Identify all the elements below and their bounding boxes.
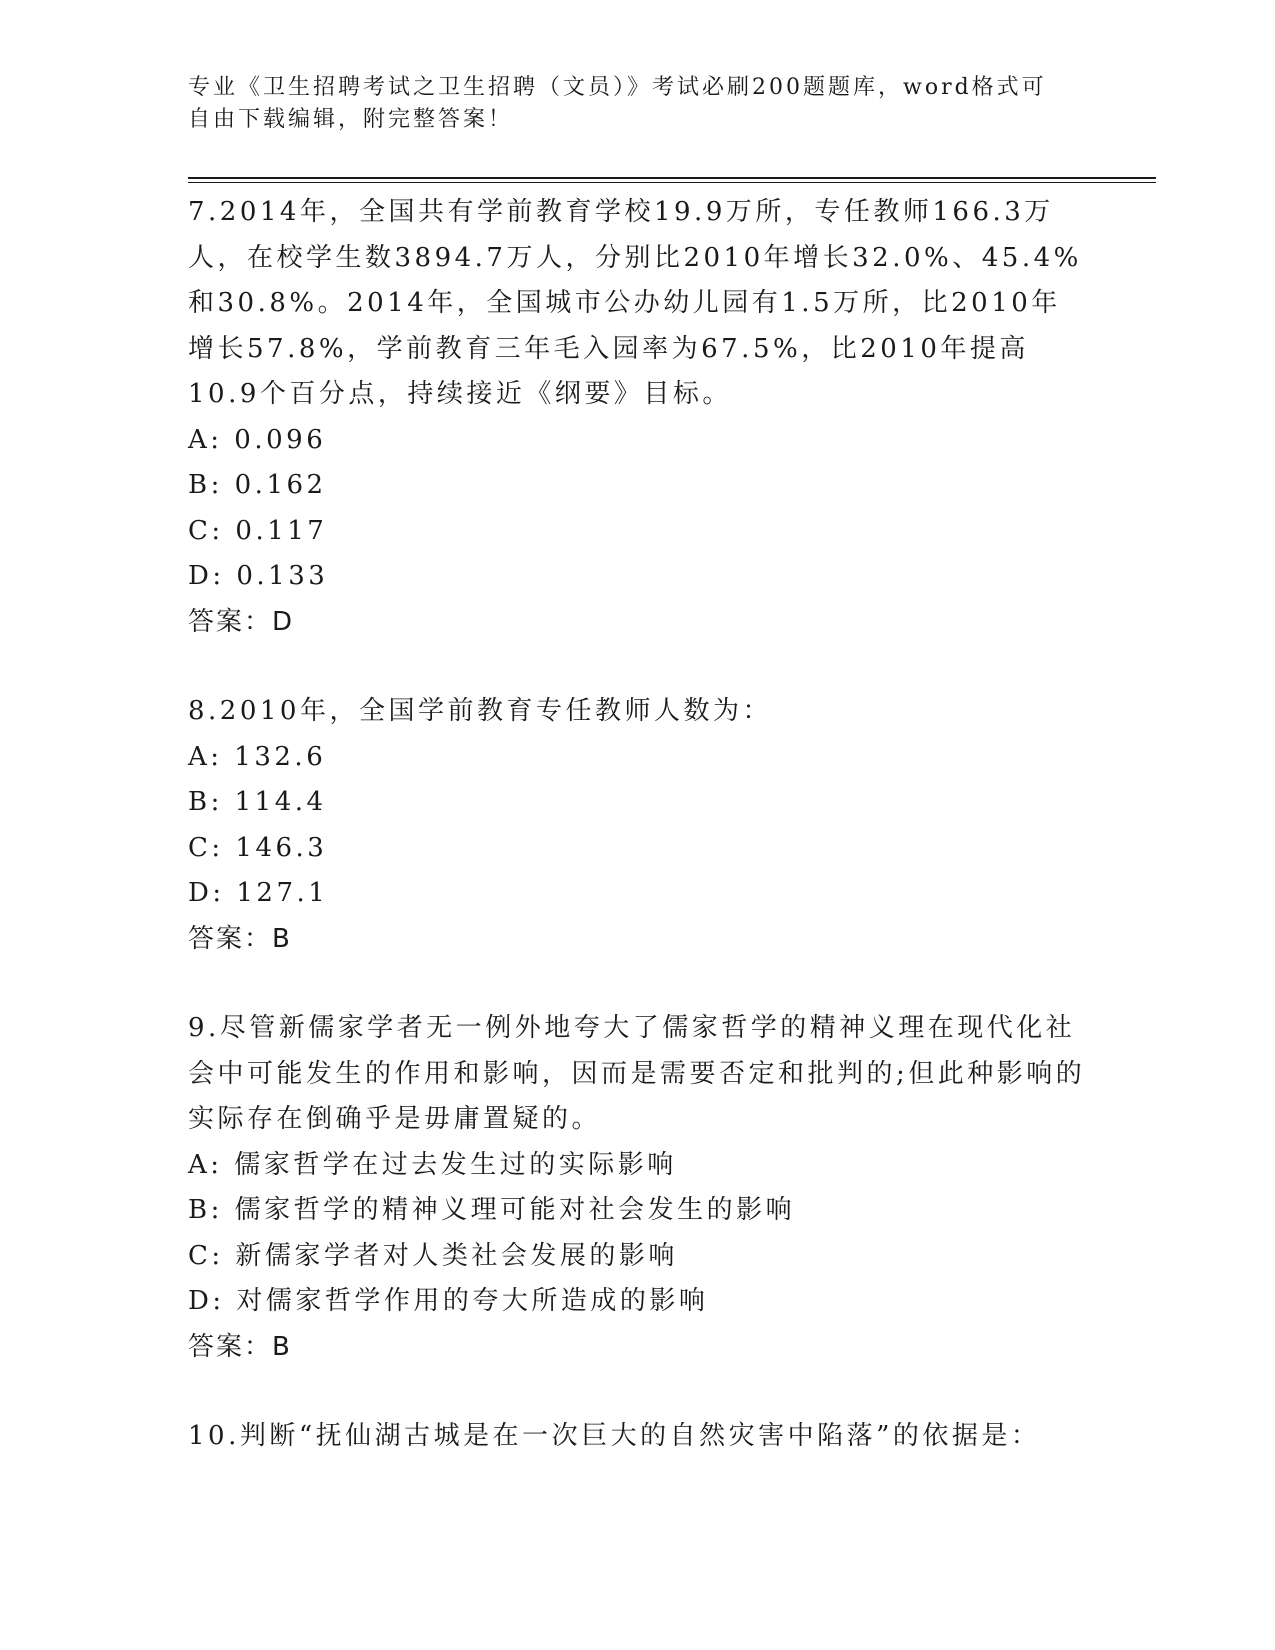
question-stem: 8.2010年，全国学前教育专任教师人数为： xyxy=(188,696,772,726)
option-d: D: 127.1 xyxy=(188,878,329,908)
question-10 xyxy=(188,1414,1088,1460)
question-list xyxy=(188,190,1088,1504)
option-b: B: 0.162 xyxy=(188,470,327,500)
question-stem: 9.尽管新儒家学者无一例外地夸大了儒家哲学的精神义理在现代化社会中可能发生的作用和影响，因而是需要否定和批判的;但此种影响的实际存在倒确乎是毋庸置疑的。 xyxy=(188,1013,1086,1134)
option-b: B: 儒家哲学的精神义理可能对社会发生的影响 xyxy=(188,1195,796,1225)
question-9 xyxy=(188,1006,1088,1370)
answer-label: 答案：D xyxy=(188,606,295,637)
question-8 xyxy=(188,689,1088,962)
option-c: C: 新儒家学者对人类社会发展的影响 xyxy=(188,1240,678,1271)
option-c: C: 0.117 xyxy=(188,515,328,546)
option-d: D: 对儒家哲学作用的夸大所造成的影响 xyxy=(188,1286,709,1316)
question-stem: 10.判断“抚仙湖古城是在一次巨大的自然灾害中陷落”的依据是： xyxy=(188,1421,1041,1451)
page-header: 专业《卫生招聘考试之卫生招聘（文员）》考试必刷200题题库，word格式可自由下载编辑，附完整答案！ xyxy=(188,75,1047,132)
option-b: B: 114.4 xyxy=(188,787,327,817)
header-divider-thin xyxy=(188,182,1156,183)
question-7 xyxy=(188,190,1088,645)
answer-label: 答案：B xyxy=(188,923,292,954)
question-stem: 7.2014年，全国共有学前教育学校19.9万所，专任教师166.3万人，在校学生数3894.7万人，分别比2010年增长32.0%、45.4%和30.8%。2014年，全国城市公办幼儿园有1.5万所，比2010年增长57.8%，学前教育三年毛入园率为67.5%，比2010年提高10.9个百分点，持续接近《纲要》目标。 xyxy=(188,197,1082,409)
header-divider-thick xyxy=(188,177,1156,179)
option-d: D: 0.133 xyxy=(188,561,329,591)
option-a: A: 儒家哲学在过去发生过的实际影响 xyxy=(188,1149,677,1180)
option-a: A: 0.096 xyxy=(188,424,327,455)
answer-label: 答案：B xyxy=(188,1331,292,1362)
option-a: A: 132.6 xyxy=(188,741,327,772)
option-c: C: 146.3 xyxy=(188,832,328,863)
